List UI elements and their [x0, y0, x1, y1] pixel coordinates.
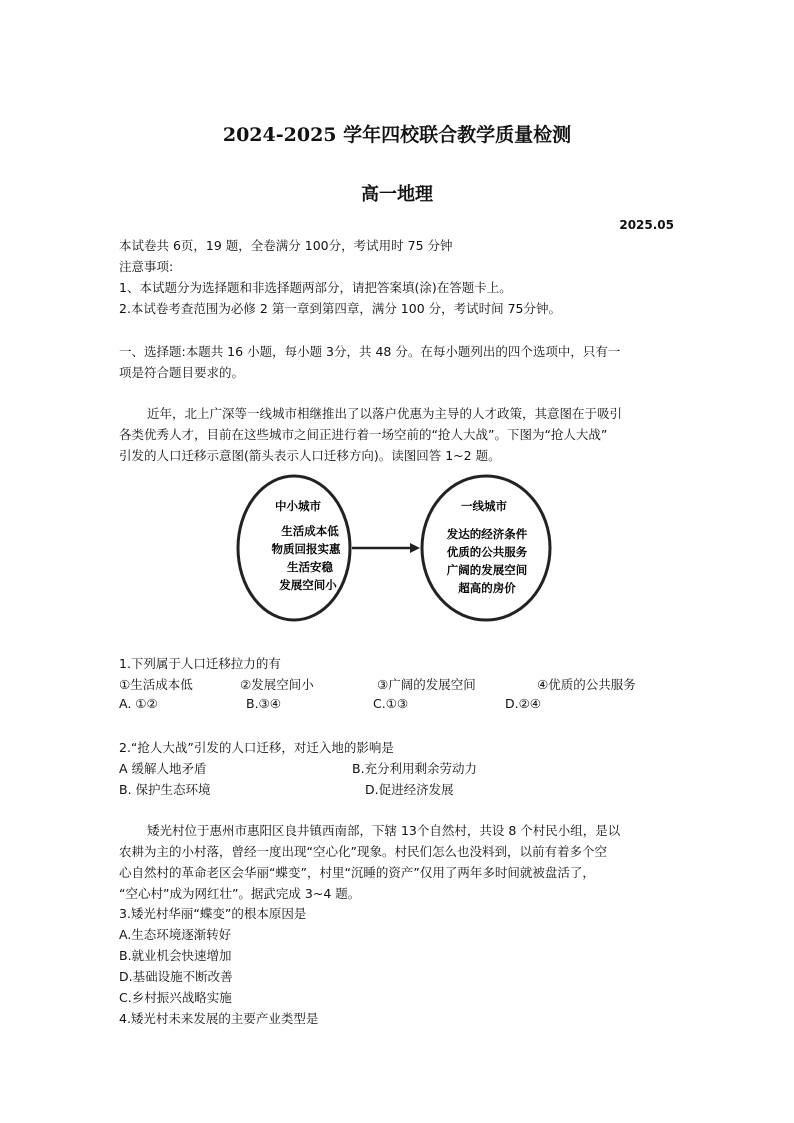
q2-option-a: A 缓解人地矛盾	[119, 761, 207, 776]
exam-date: 2025.05	[619, 218, 674, 232]
passage1-line-3: 引发的人口迁移示意图(箭头表示人口迁移方向)。读图回答 1~2 题。	[119, 448, 501, 463]
exam-title: 2024-2025 学年四校联合教学质量检测	[222, 124, 572, 146]
notes-item-1: 1、本试题分为选择题和非选择题两部分，请把答案填(涂)在答题卡上。	[119, 280, 512, 295]
q3-option: D.基础设施不断改善	[119, 969, 233, 984]
notes-item-2: 2.本试卷考查范围为必修 2 第一章到第四章，满分 100 分，考试时间 75分钟。	[119, 301, 562, 316]
passage1-line-2: 各类优秀人才，目前在这些城市之间正进行着一场空前的“抢人大战”。下图为“抢人大战”	[119, 427, 608, 442]
q1-option-c: C.①③	[373, 696, 409, 711]
section-heading-line-1: 一、选择题:本题共 16 小题，每小题 3分，共 48 分。在每小题列出的四个选项中，只有一	[119, 344, 621, 359]
q1-item: ④优质的公共服务	[537, 677, 636, 692]
first-tier-city-title: 一线城市	[461, 499, 507, 513]
q3-option: A.生态环境逐渐转好	[119, 927, 232, 942]
q1-item: ①生活成本低	[119, 677, 193, 692]
first-tier-city-item: 广阔的发展空间	[446, 563, 528, 577]
passage2-line-1: 矮光村位于惠州市惠阳区良井镇西南部，下辖 13个自然村，共设 8 个村民小组，是以	[147, 823, 621, 838]
first-tier-city-item: 优质的公共服务	[446, 545, 528, 559]
q1-option-a: A. ①②	[119, 696, 158, 711]
passage2-line-2: 农耕为主的小村落，曾经一度出现“空心化”现象。村民们怎么也没料到，以前有着多个空	[119, 844, 607, 859]
migration-arrowhead	[410, 543, 420, 553]
small-city-item: 生活成本低	[281, 524, 339, 538]
first-tier-city-item: 发达的经济条件	[446, 527, 528, 541]
q3-stem: 3.矮光村华丽“蝶变”的根本原因是	[119, 906, 307, 921]
q2-option-b: B.充分利用剩余劳动力	[352, 761, 478, 776]
section-heading-line-2: 项是符合题目要求的。	[119, 365, 245, 380]
small-city-item: 物质回报实惠	[271, 542, 341, 556]
small-city-title: 中小城市	[275, 499, 321, 513]
q1-option-d: D.②④	[505, 696, 542, 711]
migration-diagram	[236, 473, 558, 623]
q3-option: C.乡村振兴战略实施	[119, 990, 232, 1005]
q1-item: ②发展空间小	[240, 677, 314, 692]
q4-stem: 4.矮光村未来发展的主要产业类型是	[119, 1011, 319, 1026]
passage2-line-3: 心自然村的革命老区会华丽“蝶变”，村里“沉睡的资产”仅用了两年多时间就被盘活了，	[119, 865, 595, 880]
passage1-line-1: 近年，北上广深等一线城市相继推出了以落户优惠为主导的人才政策，其意图在于吸引	[147, 406, 623, 421]
exam-subject: 高一地理	[361, 184, 433, 205]
q1-option-b: B.③④	[246, 696, 281, 711]
small-city-item: 生活安稳	[287, 560, 333, 574]
q2-stem: 2.“抢人大战”引发的人口迁移，对迁入地的影响是	[119, 740, 394, 755]
exam-info: 本试卷共 6页，19 题，全卷满分 100分，考试用时 75 分钟	[119, 238, 453, 253]
q1-item: ③广阔的发展空间	[377, 677, 476, 692]
first-tier-city-item: 超高的房价	[458, 581, 516, 595]
passage2-line-4: “空心村”成为网红壮”。据武完成 3~4 题。	[119, 886, 361, 901]
q3-option: B.就业机会快速增加	[119, 948, 232, 963]
small-city-item: 发展空间小	[279, 578, 337, 592]
q2-option-c: B. 保护生态环境	[119, 782, 211, 797]
notes-heading: 注意事项:	[119, 259, 174, 274]
q2-option-d: D.促进经济发展	[365, 782, 454, 797]
q1-stem: 1.下列属于人口迁移拉力的有	[119, 656, 281, 671]
